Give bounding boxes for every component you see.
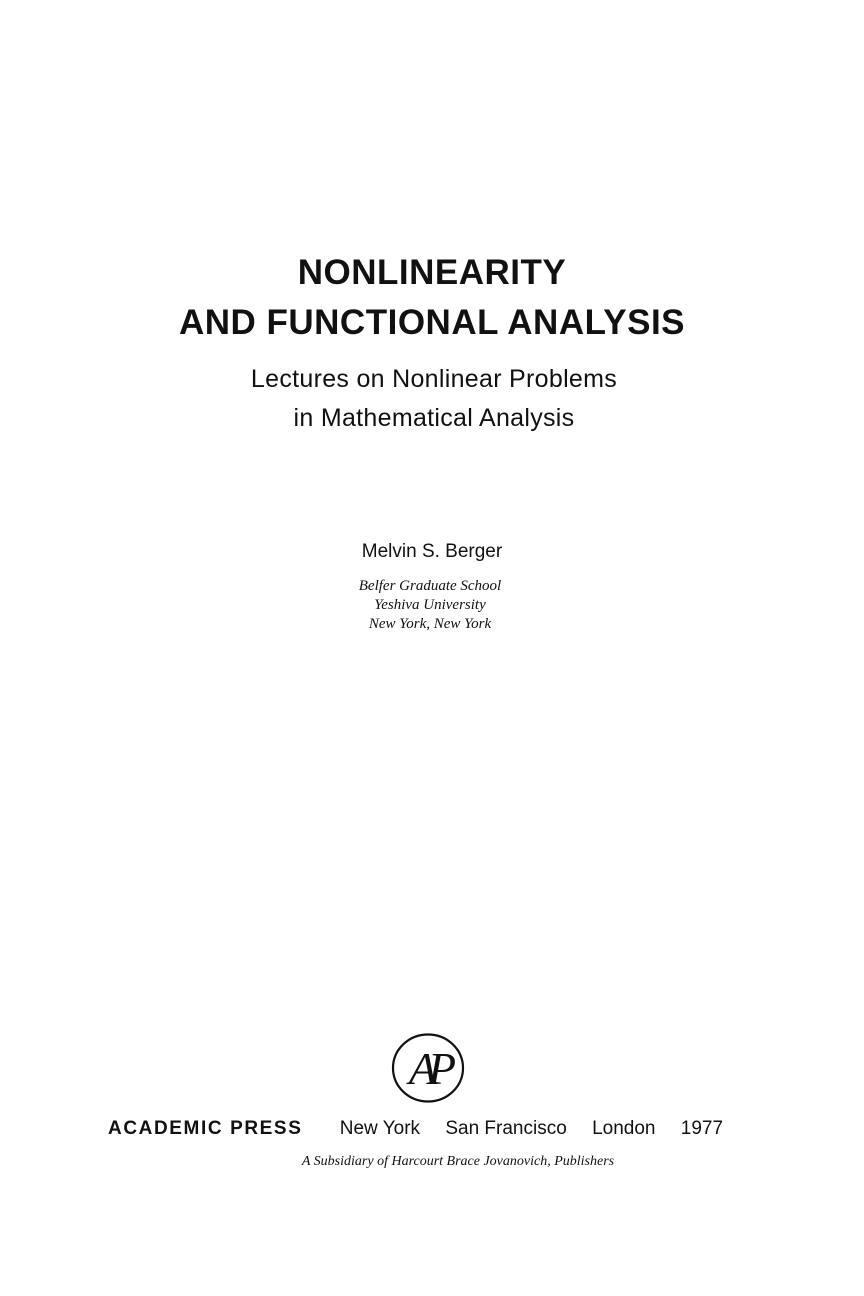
publication-year: 1977 bbox=[680, 1118, 724, 1139]
affiliation-line-3: New York, New York bbox=[368, 616, 492, 632]
author-name: Melvin S. Berger bbox=[361, 541, 503, 562]
book-title bbox=[0, 248, 864, 348]
book-subtitle bbox=[2, 360, 864, 438]
title-line-1: NONLINEARITY bbox=[297, 253, 567, 292]
publisher-city-new-york: New York bbox=[339, 1118, 421, 1139]
publisher-city-san-francisco: San Francisco bbox=[445, 1118, 567, 1139]
publisher-logo-icon bbox=[390, 1032, 466, 1104]
publisher-line bbox=[108, 1114, 723, 1144]
affiliation-line-1: Belfer Graduate School bbox=[358, 578, 502, 594]
affiliation-line-2: Yeshiva University bbox=[374, 597, 486, 613]
publisher-city-london: London bbox=[592, 1118, 656, 1139]
logo-letters: AP bbox=[408, 1043, 448, 1094]
publisher-name: ACADEMIC PRESS bbox=[108, 1118, 303, 1139]
subtitle-line-1: Lectures on Nonlinear Problems bbox=[250, 365, 618, 393]
publisher-subsidiary-note: A Subsidiary of Harcourt Brace Jovanovich, Publishers bbox=[301, 1154, 615, 1169]
title-line-2: AND FUNCTIONAL ANALYSIS bbox=[178, 303, 686, 342]
subtitle-line-2: in Mathematical Analysis bbox=[293, 404, 575, 432]
author-affiliation bbox=[0, 577, 862, 634]
